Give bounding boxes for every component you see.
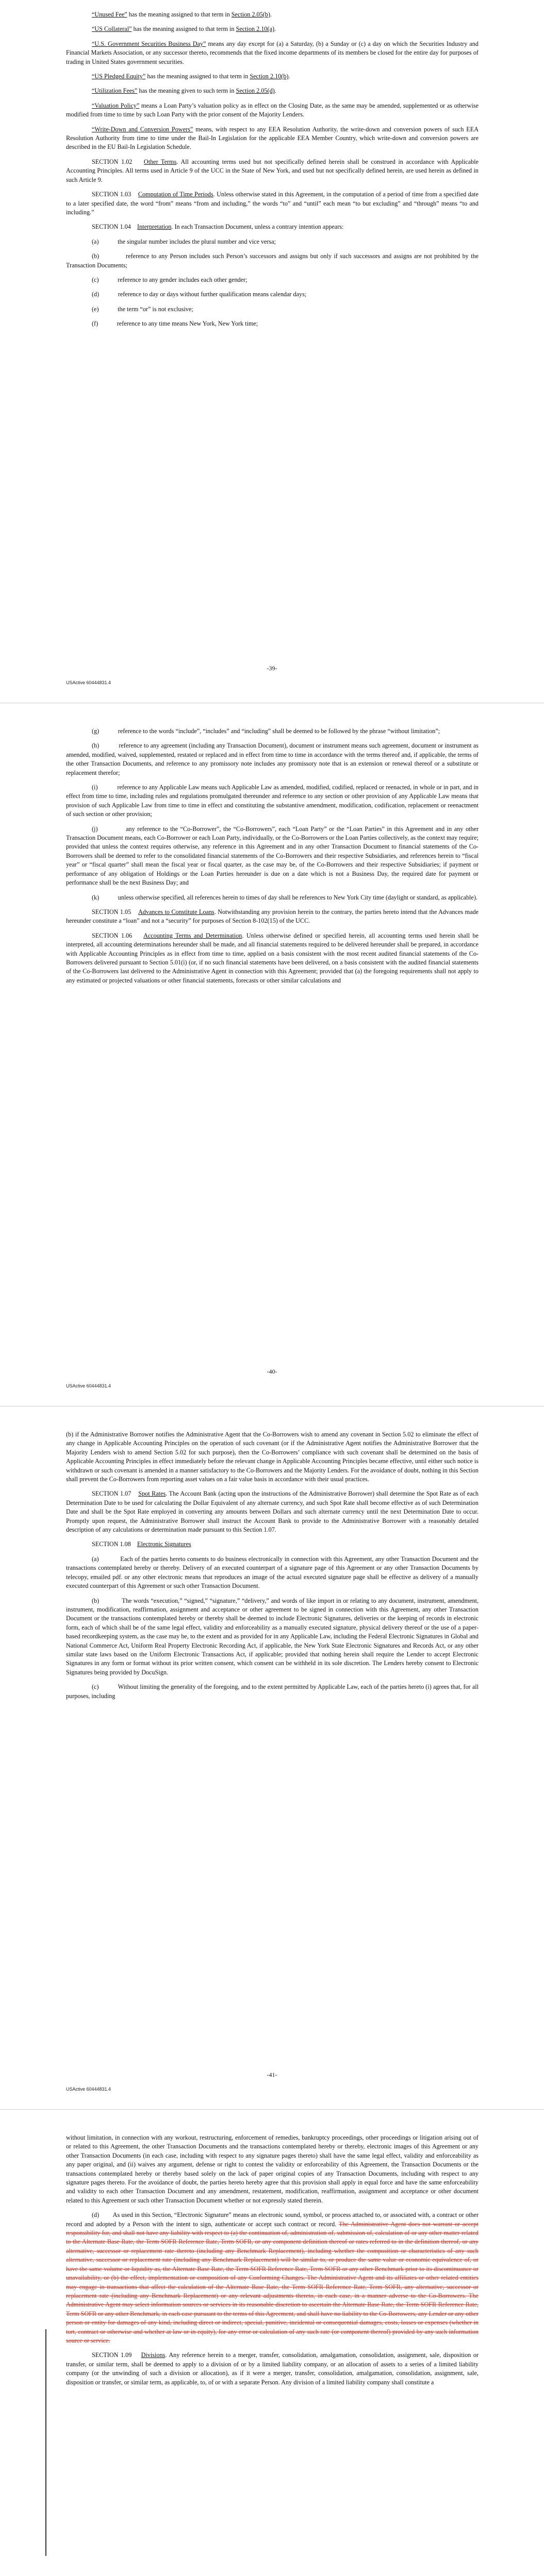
definition-text: has the meaning given to such term in	[137, 87, 236, 95]
definition-entry	[66, 125, 479, 152]
item-text: any reference to the “Co-Borrower”, the “Co-Borrowers”, each “Loan Party” or the “Loan Parties” in this Agreement and in any other Transaction Document means, each Co-Borrower or each Loan Party, individually, or the Co-Borrowers or the Loan Parties collectively, as the context may require; provided that unless the context requires otherwise, any reference in this Agreement and in any other Transaction Document to financial statements of the Co-Borrowers shall be deemed to refer to the consolidated financial statements of the Co-Borrowers and their respective Subsidiaries, and references herein to “fiscal year” or “fiscal quarter” shall mean the fiscal year or fiscal quarter, as the case may be, of the Co-Borrowers and their respective Subsidiaries; if payment or performance of any obligation of Holdings or the Loan Parties hereunder is due on a date which is not a Business Day, the required date for payment or performance shall be the next Business Day; and	[66, 825, 479, 887]
section-number: SECTION 1.08	[92, 1540, 131, 1548]
item-label: (g)	[92, 727, 100, 735]
label-gap	[99, 727, 118, 735]
item-label: (b)	[92, 1597, 100, 1604]
label-gap	[99, 894, 118, 901]
section-text: . All accounting terms used but not specifically defined herein shall be construed in accordance with Applicable Accounting Principles. All terms used in Article 9 of the UCC in the State of New York, and used but not specifically defined herein, are used herein as defined in such Article 9.	[66, 158, 479, 183]
list-item	[66, 783, 479, 819]
label-gap	[99, 306, 118, 313]
label-gap	[98, 784, 118, 791]
item-text: the singular number includes the plural number and vice versa;	[118, 238, 276, 245]
item-label: (k)	[92, 893, 100, 901]
footer-doc-id: USActive 60444831.4	[66, 1383, 111, 1388]
defined-term: “US Pledged Equity”	[92, 73, 146, 80]
item-text: Each of the parties hereto consents to do business electronically in connection with this Agreement, any other Transaction Document and the transactions contemplated hereby or thereby. Delivery of an executed counterpart of a signature page of this Agreement or any other Transaction Documents by telecopy, emailed pdf. or any other electronic means that reproduces an image of the actual executed signature page shall be effective as delivery of a manually executed counterpart of this Agreement or such other Transaction Document.	[66, 1555, 479, 1590]
item-label: (c)	[92, 276, 99, 283]
item-label: (b)	[92, 252, 100, 260]
section-1-09	[66, 2351, 479, 2387]
label-gap	[99, 1555, 121, 1563]
section-text: . Unless otherwise defined or specified herein, all accounting terms used herein shall be interpreted, all accounting determinations hereunder shall be made, and all financial statements required to be delivered hereunder shall be prepared, in accordance with Applicable Accounting Principles as in effect from time to time, applied on a basis consistent with the most recent audited financial statements of the Co-Borrowers delivered pursuant to Section 5.01(i) (or, if no such financial statements have been delivered, on a basis consistent with the audited financial statements of the Co-Borrowers last delivered to the Administrative Agent in connection with this Agreement; provided that (a) the foregoing requirements shall not apply to any estimated or projected valuations or other financial statements, forecasts or other similar calculations and	[66, 931, 479, 984]
definition-entry	[66, 10, 479, 19]
definition-text: means, with respect to any EEA Resolution Authority, the write-down and conversion powers of such EEA Resolution Authority from time to time under the Bail-In Legislation for the applicable EEA Member Country, which write-down and conversion powers are described in the EU Bail-In Legislation Schedule.	[66, 125, 479, 151]
section-title: Spot Rates	[138, 1490, 166, 1498]
subsection-d	[66, 2211, 479, 2345]
section-1-07	[66, 1489, 479, 1534]
footer-doc-id: USActive 60444831.4	[66, 2087, 111, 2092]
section-number: SECTION 1.06	[92, 931, 133, 939]
item-label: (f)	[92, 320, 98, 328]
section-title: Divisions	[141, 2351, 166, 2359]
item-text: reference to any agreement (including any Transaction Document), document or instrument means such agreement, document or instrument as amended, modified, waived, supplemented, restated or replaced and in effect from time to time in accordance with the terms thereof and, if applicable, the terms of the other Transaction Documents, and reference to any promissory note includes any promissory note that is an extension or renewal thereof or a substitute or replacement therefor;	[66, 742, 479, 776]
list-item	[66, 319, 479, 328]
deleted-text: The Administrative Agent does not warrant or accept responsibility for, and shall not have any liability with respect to (a) the continuation of, administration of, submission of, calculation of or any other matter related to the Alternate Base Rate, the Term SOFR Reference Rate, Term SOFR, or any component definition thereof or rates referred to in the definition thereof, or any alternative, successor or replacement rate thereto (including any Benchmark Replacement), including whether the composition or characteristics of any such alternative, successor or replacement rate (including any Benchmark Replacement) will be similar to, or produce the same value or economic equivalence of, or have the same volume or liquidity as, the Alternate Base Rate, the Term SOFR Reference Rate, Term SOFR or any other Benchmark prior to its discontinuance or unavailability, or (b) the effect, implementation or composition of any Conforming Changes. The Administrative Agent and its affiliates or other related entities may engage in transactions that affect the calculation of the Alternate Base Rate, the Term SOFR Reference Rate, Term SOFR, any alternative, successor or replacement rate (including any Benchmark Replacement) or any relevant adjustments thereto, in each case, in a manner adverse to the Co-Borrowers. The Administrative Agent may select information sources or services in its reasonable discretion to ascertain the Alternate Base Rate, the Term SOFR Reference Rate, Term SOFR or any other Benchmark, in each case pursuant to the terms of this Agreement, and shall have no liability to the Co-Borrowers, any Lender or any other person or entity for damages of any kind, including direct or indirect, special, punitive, incidental or consequential damages, costs, losses or expenses (whether in tort, contract or otherwise and whether at law or in equity), for any error or calculation of any such rate (or component thereof) provided by any such information source or service.	[66, 2220, 479, 2344]
item-label: (d)	[92, 291, 100, 298]
definition-entry	[66, 101, 479, 120]
section-1-04	[66, 223, 479, 231]
list-item	[66, 290, 479, 299]
item-label: (j)	[92, 825, 98, 833]
section-title: Electronic Signatures	[137, 1540, 191, 1548]
item-label: (a)	[92, 1555, 99, 1563]
section-reference: Section 2.10(b)	[250, 73, 289, 80]
definition-text: means a Loan Party’s valuation policy as in effect on the Closing Date, as the same may be amended, supplemented or as otherwise modified from time to time by such Loan Party with the prior consent of the Majority Lenders.	[66, 101, 479, 118]
change-bar	[45, 2329, 46, 2556]
section-text: . In each Transaction Document, unless a contrary intention appears:	[171, 223, 344, 231]
label-gap	[99, 742, 119, 749]
label-gap	[98, 320, 117, 327]
list-item	[66, 238, 479, 246]
item-text: reference to any time means New York, New York time;	[117, 320, 258, 328]
list-item	[66, 727, 479, 736]
list-item	[66, 741, 479, 777]
item-text: As used in this Section, “Electronic Signature” means an electronic sound, symbol, or process attached to, or associated with, a contract or other record and adopted by a Person with the intent to sign, authenticate or accept such contract or record.	[66, 2211, 479, 2228]
section-title: Computation of Time Periods	[138, 191, 213, 198]
section-1-08	[66, 1540, 479, 1549]
page-body	[66, 1430, 479, 1706]
list-item	[66, 276, 479, 284]
section-title: Other Terms	[143, 158, 177, 165]
item-text: The words “execution,” “signed,” “signature,” “delivery,” and words of like import in or relating to any document, instrument, amendment, instrument, modification, reaffirmation, assignment and acceptance or other agreement to be signed in connection with this Agreement, any other Transaction Document or the transactions contemplated hereby or thereby shall be deemed to include Electronic Signatures, deliveries or the keeping of records in electronic form, each of which shall be of the same legal effect, validity and enforceability as a manually executed signature, physical delivery thereof or the use of a paper-based recordkeeping system, as the case may be, to the extent and as provided for in any Applicable Law, including the Federal Electronic Signatures in Global and National Commerce Act, Uniform Real Property Electronic Recording Act, if applicable, the New York State Electronic Signatures and Records Act, or any other similar state laws based on the Uniform Electronic Transactions Act, if applicable; provided that nothing herein shall require the Lender to accept Electronic Signatures in any form or format without its prior written consent, which consent can be withheld in its sole discretion. The Lenders hereby consent to Electronic Signatures being provided by DocuSign.	[66, 1597, 479, 1676]
section-number: SECTION 1.09	[92, 2351, 132, 2359]
list-item	[66, 1683, 479, 1701]
label-gap	[99, 291, 118, 298]
list-item	[66, 1597, 479, 1677]
section-1-03	[66, 190, 479, 217]
definition-end: .	[270, 11, 272, 18]
item-label: (c)	[92, 1683, 99, 1691]
list-item	[66, 1555, 479, 1591]
section-number: SECTION 1.04	[92, 223, 131, 231]
section-reference: Section 2.05(b)	[231, 11, 270, 18]
definition-end: .	[274, 25, 276, 33]
defined-term: “Valuation Policy”	[92, 101, 140, 109]
page-body	[66, 2133, 479, 2393]
document-page-39	[0, 0, 544, 703]
defined-term: “U.S. Government Securities Business Day”	[92, 40, 206, 47]
section-number: SECTION 1.02	[92, 158, 133, 165]
definition-end: .	[288, 73, 290, 80]
page-number: -41-	[267, 2071, 277, 2078]
section-number: SECTION 1.03	[92, 191, 131, 198]
defined-term: “Utilization Fees”	[92, 87, 138, 95]
item-text: reference to the words “include”, “includes” and “including” shall be deemed to be followed by the phrase “without limitation”;	[118, 727, 440, 735]
section-number: SECTION 1.07	[92, 1490, 131, 1498]
label-gap	[99, 252, 126, 260]
footer-doc-id: USActive 60444831.4	[66, 680, 111, 685]
item-text: reference to any Person includes such Person’s successors and assigns but only if such successors and assigns are not prohibited by the Transaction Documents;	[66, 252, 479, 269]
item-text: unless otherwise specified, all references herein to times of day shall be references to New York City time (daylight or standard, as applicable).	[118, 893, 477, 901]
section-reference: Section 2.05(d)	[236, 87, 275, 95]
list-item	[66, 305, 479, 314]
label-gap	[98, 825, 126, 833]
item-label: (d)	[92, 2211, 100, 2219]
section-title: Interpretation	[137, 223, 172, 231]
definition-text: has the meaning assigned to that term in	[127, 11, 232, 18]
document-page-40	[0, 703, 544, 1406]
definition-entry	[66, 72, 479, 81]
list-item	[66, 252, 479, 270]
label-gap	[99, 238, 118, 245]
label-gap	[99, 276, 118, 283]
page-body	[66, 727, 479, 991]
section-text: . The Account Bank (acting upon the instructions of the Administrative Borrower) shall determine the Spot Rate as of each Determination Date to be used for calculating the Dollar Equivalent of any alternate currency, and such Spot Rate shall become effective as of such Determination Date and shall be the Spot Rate employed in converting any amounts between Dollars and such alternate currency until the next Determination Date to occur. Promptly upon request, the Administrative Borrower shall instruct the Account Bank to provide to the Administrative Borrower with a reasonably detailed description of any calculations or determination made pursuant to this Section 1.07.	[66, 1490, 479, 1534]
item-text: the term “or” is not exclusive;	[118, 305, 193, 313]
paragraph-continuation: without limitation, in connection with any workout, restructuring, enforcement of remedies, bankruptcy proceedings, other proceedings or litigation arising out of or related to this Agreement, the other Transaction Documents and the transactions contemplated hereby or thereby, electronic images of this Agreement or any other Transaction Documents (in each case, including with respect to any signature pages thereto) shall have the same legal effect, validity and enforceability as any paper original, and (ii) waives any argument, defense or right to contest the validity or enforceability of this Agreement, the Transaction Documents or the transactions contemplated hereby or thereby based solely on the lack of paper original copies of any Transaction Documents, including with respect to any signature pages thereto. For the avoidance of doubt, the parties hereto hereby agree that this provision shall apply in equal force and have the same enforceability and validity to each other Transaction Document and any amendment, restatement, modification, reaffirmation, assignment and acceptance or other document related to this Agreement or such other Transaction Document whether or not expressly stated therein.	[66, 2134, 479, 2204]
document-page-41	[0, 1406, 544, 2110]
page-number: -39-	[267, 665, 277, 672]
item-label: (h)	[92, 742, 100, 750]
definition-entry	[66, 25, 479, 33]
item-label: (a)	[92, 238, 99, 245]
section-1-02	[66, 158, 479, 184]
definition-entry	[66, 40, 479, 66]
defined-term: “US Collateral”	[92, 25, 132, 33]
definition-text: has the meaning assigned to that term in	[145, 73, 250, 80]
section-title: Accounting Terms and Determination	[143, 931, 242, 939]
document-page-42	[0, 2110, 544, 2576]
definition-end: .	[274, 87, 276, 95]
list-item	[66, 893, 479, 902]
section-1-05	[66, 908, 479, 926]
page-body	[66, 10, 479, 334]
section-text: . Unless otherwise stated in this Agreement, in the computation of a period of time from a specified date to a later specified date, the word “from” means “from and including,” the words “to” and “until” each mean “to but excluding” and “through” means “to and including.”	[66, 191, 479, 216]
label-gap	[99, 1597, 122, 1604]
section-number: SECTION 1.05	[92, 908, 131, 916]
item-text: reference to any gender includes each other gender;	[118, 276, 248, 283]
item-label: (e)	[92, 305, 99, 313]
item-text: reference to day or days without further qualification means calendar days;	[118, 291, 307, 298]
section-text: . Any reference herein to a merger, transfer, consolidation, amalgamation, consolidation, assignment, sale, disposition or transfer, or similar term, shall be deemed to apply to a division of or by a limited liability company, or an allocation of assets to a series of a limited liability company (or the unwinding of such a division or allocation), as if it were a merger, transfer, consolidation, amalgamation, consolidation, assignment, sale, disposition or transfer, or similar term, as applicable, to, of or with a separate Person. Any division of a limited liability company shall constitute a	[66, 2351, 479, 2386]
label-gap	[99, 1683, 118, 1690]
definition-text: has the meaning assigned to that term in	[131, 25, 236, 33]
paragraph-continuation: (b) if the Administrative Borrower notifies the Administrative Agent that the Co-Borrowers wish to amend any covenant in Section 5.02 to eliminate the effect of any change in Applicable Accounting Principles on the operation of such covenant (or if the Administrative Agent notifies the Administrative Borrower that the Majority Lenders wish to amend Section 5.02 for such purpose), then the Co-Borrowers’ compliance with such covenant shall be determined on the basis of Applicable Accounting Principles in effect immediately before the relevant change in Applicable Accounting Principles became effective, until either such notice is withdrawn or such covenant is amended in a manner satisfactory to the Co-Borrowers and the Majority Lenders. For the avoidance of doubt, nothing in this Section shall prevent the Co-Borrowers from reporting asset values on a fair value basis in accordance with their usual practices.	[66, 1431, 479, 1483]
definition-text: means any day except for (a) a Saturday, (b) a Sunday or (c) a day on which the Securities Industry and Financial Markets Association, or any successor thereto, recommends that the fixed income departments of its members be closed for the entire day for purposes of trading in United States government securities.	[66, 40, 479, 65]
page-number: -40-	[267, 1368, 277, 1375]
item-label: (i)	[92, 784, 98, 791]
definition-entry	[66, 87, 479, 95]
item-text: reference to any Applicable Law means such Applicable Law as amended, modified, codified, replaced or reenacted, in whole or in part, and in effect from time to time, including rules and regulations promulgated thereunder and reference to any section or other provision of any Applicable Law means that provision of such Applicable Law from time to time in effect and constituting the substantive amendment, modification, codification, replacement or reenactment of such section or other provision;	[66, 784, 479, 818]
section-title: Advances to Constitute Loans	[138, 908, 215, 916]
list-item	[66, 825, 479, 888]
section-text: . Notwithstanding any provision herein to the contrary, the parties hereto intend that the Advances made hereunder constitute a “loan” and not a “security” for purposes of Section 8-102(15) of the UCC.	[66, 908, 479, 925]
item-text: Without limiting the generality of the foregoing, and to the extent permitted by Applicable Law, each of the parties hereto (i) agrees that, for all purposes, including	[66, 1683, 479, 1700]
defined-term: “Write-Down and Conversion Powers”	[92, 125, 193, 133]
defined-term: “Unused Fee”	[92, 11, 127, 18]
section-1-06	[66, 931, 479, 985]
section-reference: Section 2.10(a)	[236, 25, 275, 33]
